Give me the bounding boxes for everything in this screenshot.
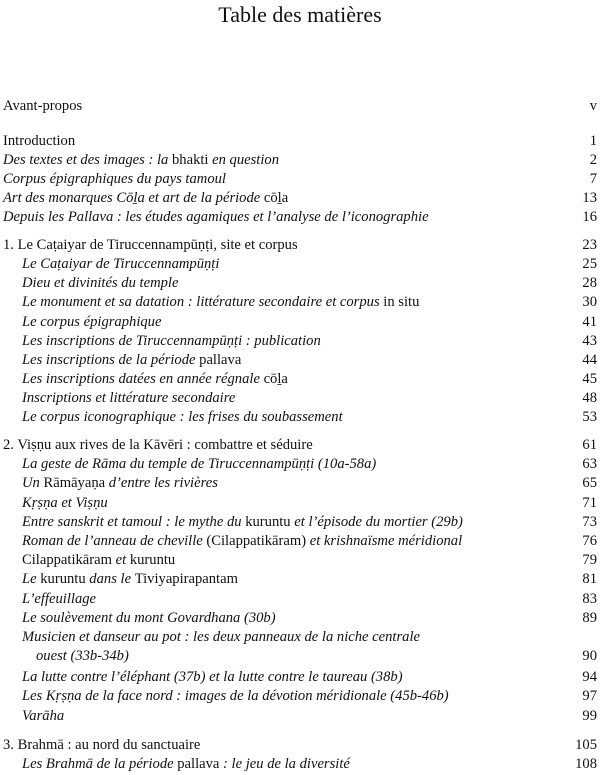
- toc-page-number: 44: [582, 352, 597, 368]
- toc-subentry: [0, 493, 600, 513]
- toc-subentry: [0, 512, 600, 532]
- toc-subentry: [0, 207, 600, 227]
- toc-subentry: [0, 627, 600, 647]
- toc-entry-title: Le corpus épigraphique: [22, 314, 162, 330]
- toc-page-number: 105: [575, 737, 597, 753]
- toc-entry-title: Corpus épigraphiques du pays tamoul: [3, 171, 226, 187]
- toc-chapter-2: [0, 435, 600, 455]
- toc-entry-title: Les Brahmā de la période pallava : le jeu de la diversité: [22, 756, 350, 772]
- toc-page-number: 53: [582, 409, 597, 425]
- toc-page-number: 97: [582, 688, 597, 704]
- toc-subentry: [0, 254, 600, 274]
- toc-page-number: 71: [582, 495, 597, 511]
- toc-subentry: [0, 531, 600, 551]
- toc-page-number: 65: [582, 475, 597, 491]
- toc-subentry: [0, 188, 600, 208]
- toc-subentry: [0, 350, 600, 370]
- toc-subentry: [0, 706, 600, 726]
- toc-entry-title: Avant-propos: [3, 98, 83, 114]
- toc-entry-title: Dieu et divinités du temple: [22, 275, 179, 291]
- toc-page-number: 25: [582, 256, 597, 272]
- toc-page-number: 7: [589, 171, 597, 187]
- toc-entry-title: 1. Le Caṭaiyar de Tiruccennampūṇṭi, site et corpus: [3, 237, 298, 253]
- toc-page-number: 83: [582, 591, 597, 607]
- toc-page-number: 108: [575, 756, 597, 772]
- toc-subentry: [0, 273, 600, 293]
- toc-subentry: [0, 407, 600, 427]
- toc-page-number: 45: [582, 371, 597, 387]
- toc-page-number: 63: [582, 456, 597, 472]
- toc-entry-title: Entre sanskrit et tamoul : le mythe du kuruntu et l’épisode du mortier (29b): [22, 514, 463, 530]
- toc-subentry: [0, 169, 600, 189]
- toc-entry-title: Cilappatikāram et kuruntu: [22, 552, 176, 568]
- toc-entry-title: Art des monarques Cōḻa et art de la période cōḻa: [3, 190, 289, 206]
- toc-entry-title: Depuis les Pallava : les études agamiques et l’analyse de l’iconographie: [3, 209, 429, 225]
- toc-page-number: 61: [582, 437, 597, 453]
- toc-entry-title: Kṛṣṇa et Viṣṇu: [22, 495, 108, 511]
- toc-page-number: 16: [582, 209, 597, 225]
- toc-page-number: 76: [582, 533, 597, 549]
- toc-page-number: 13: [582, 190, 597, 206]
- toc-subentry: [0, 150, 600, 170]
- toc-entry-title: Le kuruntu dans le Tiviyapirapantam: [22, 571, 238, 587]
- toc-subentry: [0, 454, 600, 474]
- toc-page-number: 41: [582, 314, 597, 330]
- toc-subentry: [0, 473, 600, 493]
- toc-subentry: [0, 754, 600, 774]
- toc-page-number: v: [589, 98, 597, 114]
- toc-subentry: [0, 569, 600, 589]
- toc-entry-title: Le monument et sa datation : littérature secondaire et corpus in situ: [22, 294, 420, 310]
- toc-page-number: 99: [582, 708, 597, 724]
- toc-entry-title: Le soulèvement du mont Govardhana (30b): [22, 610, 276, 626]
- toc-entry-title: Les inscriptions de Tiruccennampūṇṭi : publication: [22, 333, 321, 349]
- toc-subentry: [0, 331, 600, 351]
- toc-entry-title: Introduction: [3, 133, 76, 149]
- toc-subentry: [0, 388, 600, 408]
- toc-page-number: 1: [589, 133, 597, 149]
- toc-entry-title: ouest (33b-34b): [36, 648, 129, 664]
- toc-entry-title: 3. Brahmā : au nord du sanctuaire: [3, 737, 201, 753]
- toc-entry-title: Des textes et des images : la bhakti en question: [3, 152, 280, 168]
- toc-page-number: 43: [582, 333, 597, 349]
- toc-subentry: [0, 667, 600, 687]
- toc-entry-title: Un Rāmāyaṇa d’entre les rivières: [22, 475, 218, 491]
- toc-subentry: [0, 608, 600, 628]
- toc-subentry: [0, 550, 600, 570]
- toc-entry-title: Inscriptions et littérature secondaire: [22, 390, 236, 406]
- toc-entry-title: 2. Viṣṇu aux rives de la Kāvēri : combattre et séduire: [3, 437, 313, 453]
- toc-entry-title: Varāha: [22, 708, 65, 724]
- toc-entry-title: L’effeuillage: [22, 591, 97, 607]
- toc-entry-title: La lutte contre l’éléphant (37b) et la lutte contre le taureau (38b): [22, 669, 403, 685]
- toc-subentry: [0, 312, 600, 332]
- toc-entry-title: Le corpus iconographique : les frises du soubassement: [22, 409, 343, 425]
- page-title: Table des matières: [218, 2, 382, 27]
- toc-page-number: 2: [589, 152, 597, 168]
- toc-subentry: [0, 292, 600, 312]
- toc-chapter-1: [0, 235, 600, 255]
- toc-subentry: [0, 589, 600, 609]
- toc-entry-title: Le Caṭaiyar de Tiruccennampūṇṭi: [22, 256, 220, 272]
- toc-page-number: 89: [582, 610, 597, 626]
- toc-subentry: [0, 369, 600, 389]
- toc-entry-avant-propos: [0, 96, 600, 116]
- toc-entry-title: Les inscriptions de la période pallava: [22, 352, 242, 368]
- toc-page-number: 94: [582, 669, 597, 685]
- toc-subentry-continuation: [0, 646, 600, 666]
- toc-page-number: 28: [582, 275, 597, 291]
- toc-entry-introduction: [0, 131, 600, 151]
- toc-page-number: 48: [582, 390, 597, 406]
- toc-page-number: 81: [582, 571, 597, 587]
- toc-entry-title: Roman de l’anneau de cheville (Cilappatikāram) et krishnaïsme méridional: [22, 533, 463, 549]
- toc-entry-title: Les inscriptions datées en année régnale cōḻa: [22, 371, 288, 387]
- toc-page-number: 30: [582, 294, 597, 310]
- toc-page-number: 90: [582, 648, 597, 664]
- toc-entry-title: Les Kṛṣṇa de la face nord : images de la dévotion méridionale (45b-46b): [22, 688, 449, 704]
- toc-entry-title: Musicien et danseur au pot : les deux panneaux de la niche centrale: [22, 629, 420, 645]
- toc-page-number: 23: [582, 237, 597, 253]
- toc-entry-title: La geste de Rāma du temple de Tiruccennampūṇṭi (10a-58a): [22, 456, 377, 472]
- toc-page-number: 73: [582, 514, 597, 530]
- toc-page-number: 79: [582, 552, 597, 568]
- toc-chapter-3: [0, 735, 600, 755]
- toc-subentry: [0, 686, 600, 706]
